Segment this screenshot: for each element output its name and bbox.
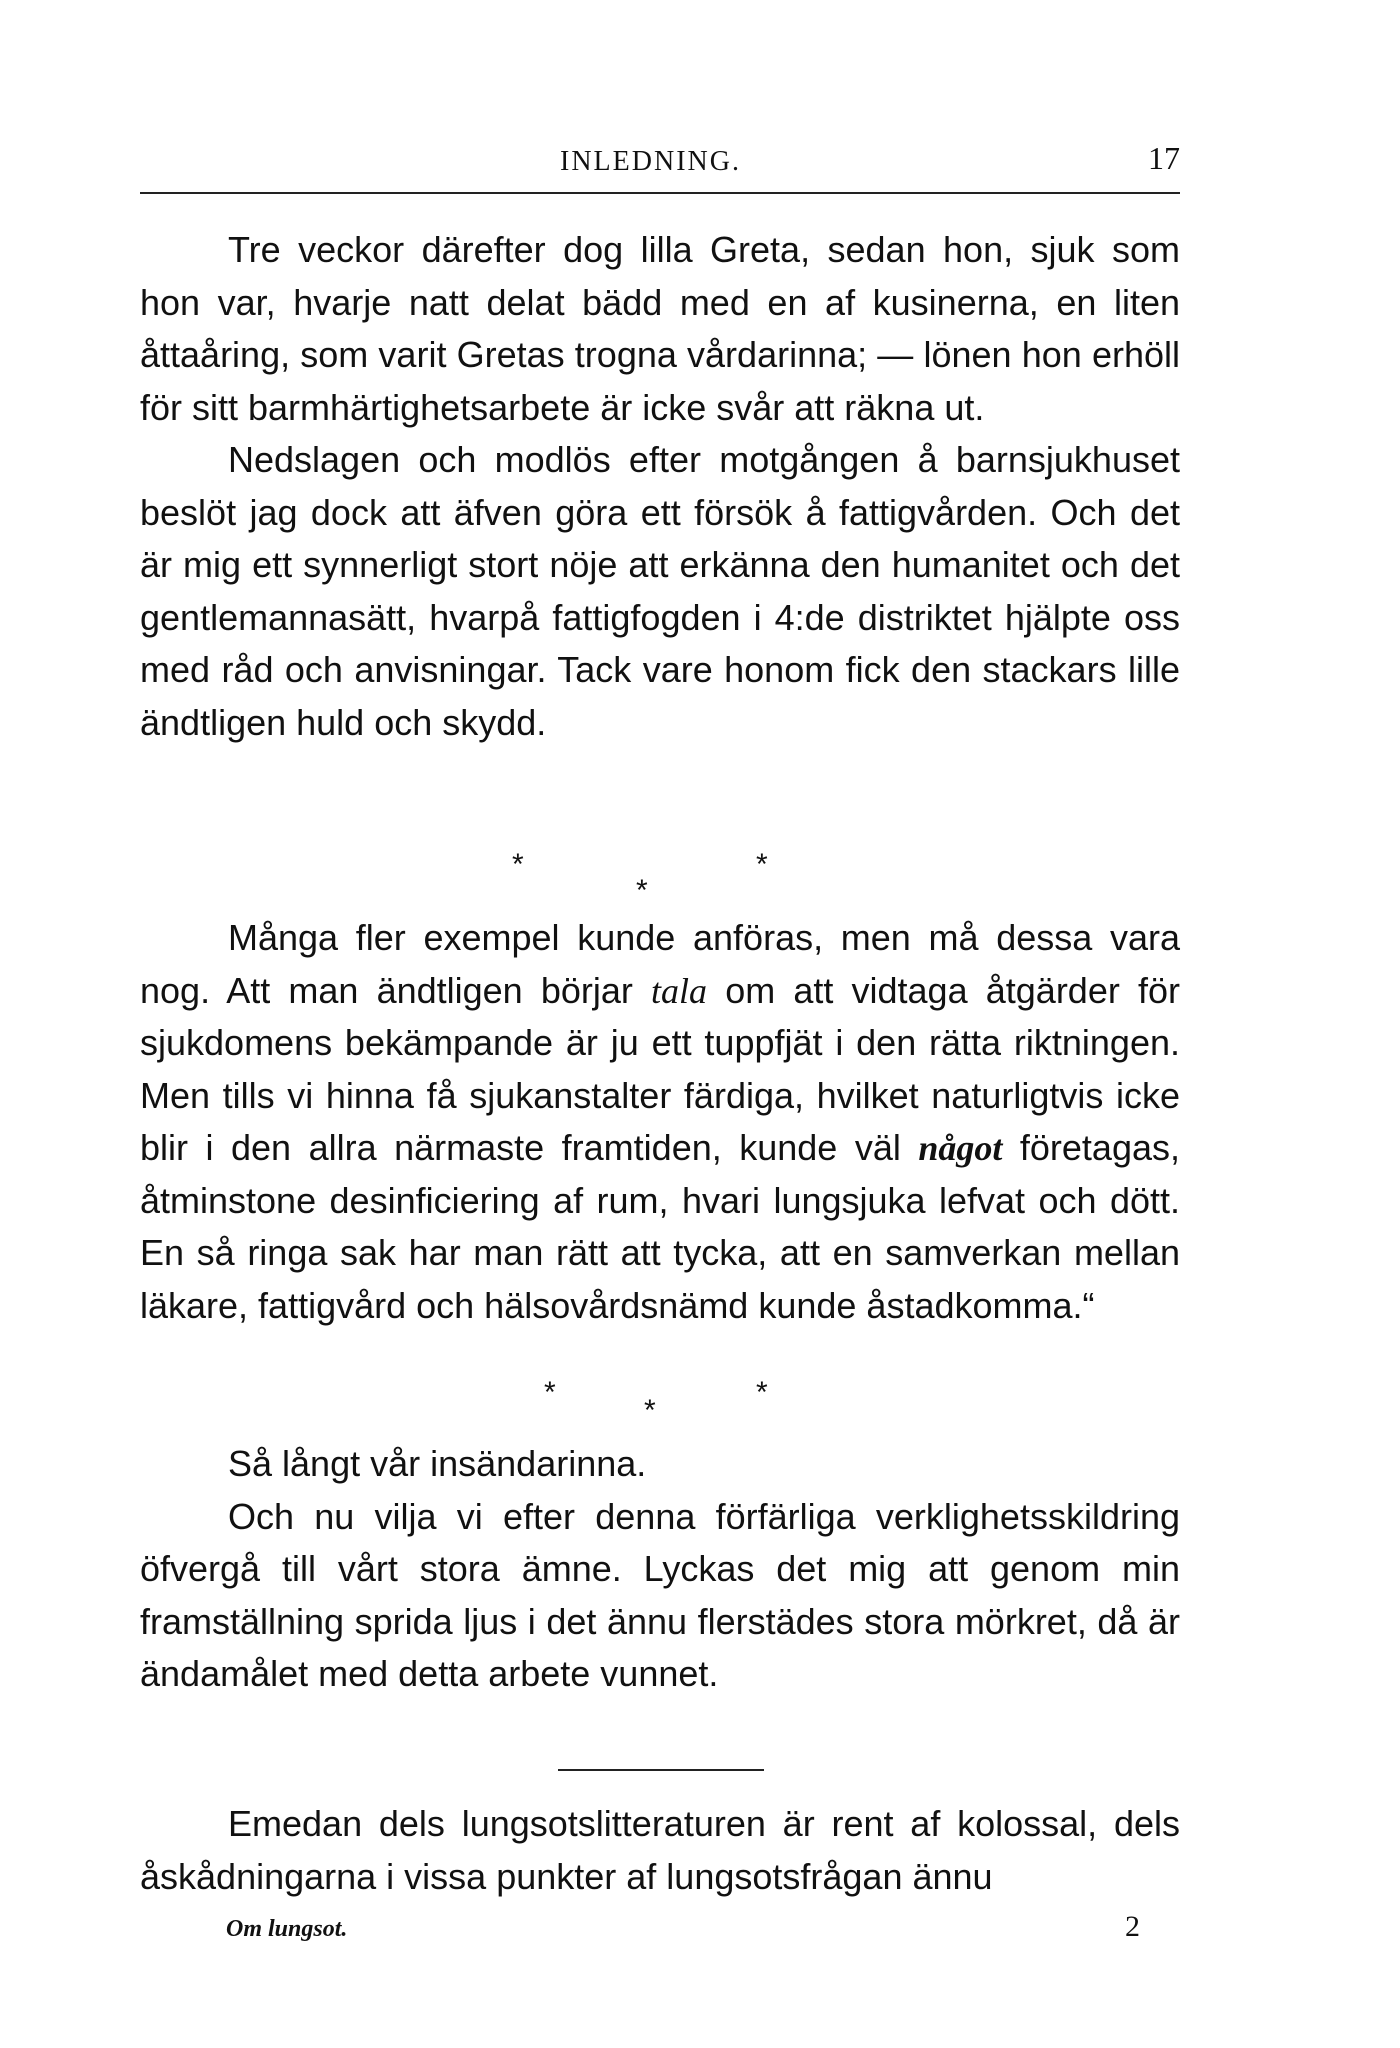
paragraph: Nedslagen och modlös efter motgången å barnsjukhuset beslöt jag dock att äfven göra ett försök å fattigvården. Och det är mig ett synnerligt stort nöje att erkänna den humanitet och det gentlemannasätt, hvarpå fattigfogden i 4:de distriktet hjälpte oss med råd och anvisningar. Tack vare honom fick den stackars lille ändtligen huld och skydd. bbox=[140, 439, 1180, 743]
asterism-1 bbox=[140, 850, 1180, 910]
chapter-title: INLEDNING. bbox=[560, 146, 741, 177]
section-divider bbox=[558, 1769, 764, 1771]
section-greta bbox=[140, 224, 1180, 749]
header-rule bbox=[140, 192, 1180, 194]
paragraph: Och nu vilja vi efter denna förfärliga verklighetsskildring öfvergå till vårt stora ämne. Lyckas det mig att genom min framställning sprida ljus i det ännu flerstädes stora mörkret, då är ändamålet med detta arbete vunnet. bbox=[140, 1495, 1180, 1694]
paragraph: Så långt vår insändarinna. bbox=[228, 1443, 647, 1484]
page-number: 17 bbox=[1148, 140, 1180, 176]
running-head bbox=[140, 140, 1180, 186]
text-run: Många fler exempel kunde anföras, men må dessa vara nog. Att man ändtligen börjar bbox=[140, 917, 1180, 1011]
text-run: företagas, åtminstone desinficiering af rum, hvari lungsjuka lefvat och dött. En så ringa sak har man rätt att tycka, att en samverkan mellan läkare, fattigvård och hälsovårdsnämd kunde åstadkomma.“ bbox=[140, 1127, 1180, 1326]
page-footer bbox=[140, 1910, 1180, 1956]
paragraph: Emedan dels lungsotslitteraturen är rent af kolossal, dels åskådningarna i vissa punkter af lungsotsfrågan ännu bbox=[140, 1803, 1180, 1897]
asterisk: * bbox=[512, 848, 524, 881]
asterism-2 bbox=[140, 1378, 1180, 1438]
asterisk: * bbox=[756, 1376, 768, 1409]
text-run: om att vidtaga åtgärder för sjukdomens bekämpande är ju ett tuppfjät i den rätta riktningen. Men tills vi hinna få sjukanstalter färdiga, hvilket naturligtvis icke blir i den allra närmaste framtiden, kunde väl bbox=[140, 969, 1180, 1168]
asterisk: * bbox=[636, 874, 648, 907]
signature-number: 2 bbox=[1125, 1910, 1140, 1943]
paragraph: Tre veckor därefter dog lilla Greta, sedan hon, sjuk som hon var, hvarje natt delat bädd med en af kusinerna, en liten åttaåring, som varit Gretas trogna vårdarinna; — lönen hon erhöll för sitt barmhärtighetsarbete är icke svår att räkna ut. bbox=[140, 229, 1180, 428]
asterisk: * bbox=[544, 1376, 556, 1409]
section-conclusion bbox=[140, 1438, 1180, 1701]
asterisk: * bbox=[756, 848, 768, 881]
emphasis-nagot: något bbox=[918, 1128, 1003, 1168]
paragraph bbox=[140, 912, 1180, 1332]
signature-mark: Om lungsot. bbox=[226, 1916, 348, 1942]
section-examples bbox=[140, 912, 1180, 1332]
section-literature bbox=[140, 1798, 1180, 1903]
emphasis-tala: tala bbox=[651, 970, 708, 1011]
asterisk: * bbox=[644, 1394, 656, 1427]
